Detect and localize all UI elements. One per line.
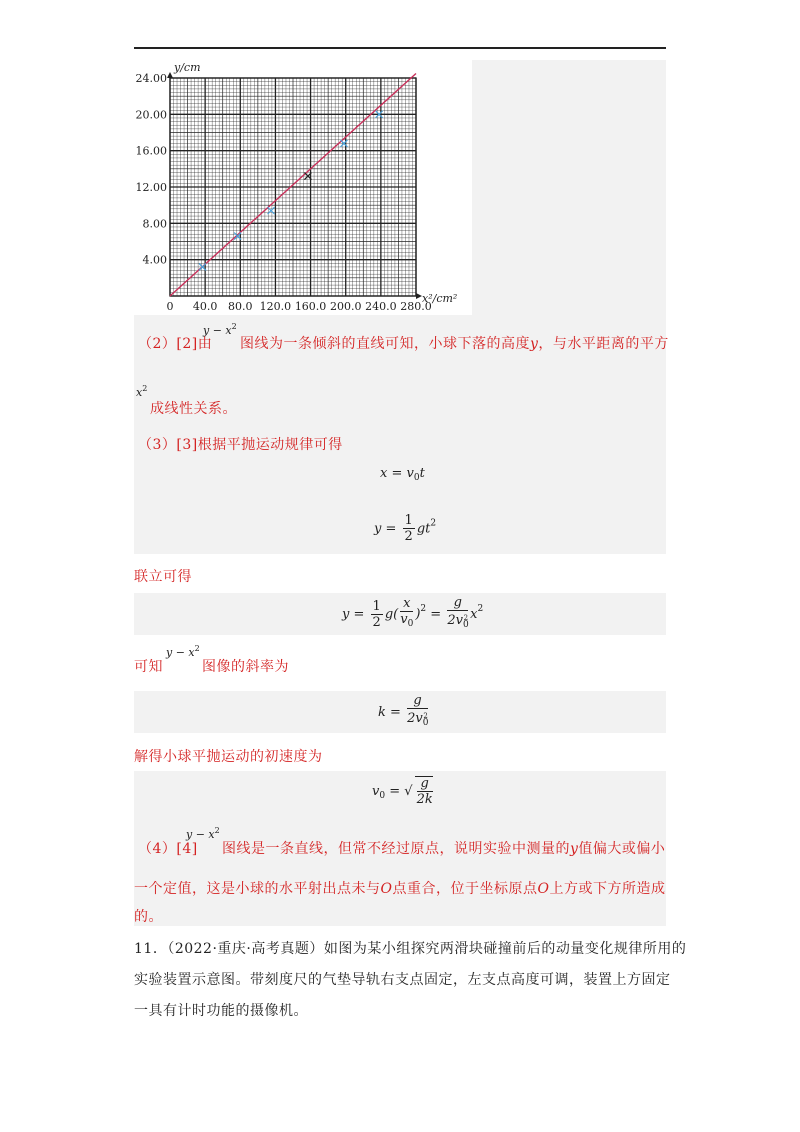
sol-p4-o2: O (537, 881, 550, 897)
eq-combined: y = $\frac{1}{2}$ g( $\frac{x}{v_0}$ )$^2$ = $\frac{g}{2v_0^2}$ $x^2$ (342, 595, 484, 630)
header-rule (134, 47, 666, 49)
sol-p4-line1 (222, 838, 665, 858)
sol-p2-line1b (240, 333, 669, 353)
x-tick-label: 240.0 (365, 300, 397, 313)
x-tick-label: 80.0 (228, 300, 253, 313)
eq-slope: k = $\frac{g}{2v_0^2}$ (378, 693, 429, 728)
y-axis-arrow (167, 72, 173, 78)
y-tick-label: 16.00 (135, 144, 167, 158)
x-tick-label: 280.0 (400, 300, 432, 313)
sol-p4-a: （4）[4] (138, 841, 198, 857)
y-vs-x-squared-chart (134, 60, 472, 315)
sol-p2-b: 图线为一条倾斜的直线可知，小球下落的高度 (240, 336, 530, 352)
y-tick-label: 4.00 (142, 253, 167, 267)
sol-p4-line2 (134, 878, 665, 898)
q11-line1: 11．（2022·重庆·高考真题）如图为某小组探究两滑块碰撞前后的动量变化规律所用的 (134, 941, 687, 957)
sol-p4-y: y (570, 841, 579, 857)
x-tick-label: 40.0 (192, 300, 218, 313)
sol-solve: 解得小球平抛运动的初速度为 (134, 749, 323, 765)
eq-x-v0t: $x = v_0t$ (380, 466, 425, 483)
y-tick-label: 8.00 (142, 217, 167, 231)
x-tick-label: 0 (166, 300, 174, 313)
sol-p4-o: O (380, 881, 393, 897)
sol-p2-x2: $x^2$ (136, 384, 148, 399)
sol-p2-d: 成线性关系。 (150, 401, 237, 417)
sol-p2-line2 (150, 398, 237, 418)
y-tick-label: 20.00 (135, 108, 167, 122)
x-tick-label: 200.0 (329, 300, 362, 313)
sol-p3: （3）[3]根据平抛运动规律可得 (138, 437, 343, 453)
sol-know-a: 可知 (134, 659, 163, 675)
q11-line3: 一具有计时功能的摄像机。 (134, 1003, 308, 1019)
sol-p4-b: 图线是一条直线，但常不经过原点，说明实验中测量的 (222, 841, 570, 857)
sol-know-b: 图像的斜率为 (202, 659, 289, 675)
chart-y-axis-label: y/cm (174, 61, 201, 74)
y-tick-label: 12.00 (135, 181, 167, 194)
sol-p2-c: ，与水平距离的平方 (538, 336, 669, 352)
sol-know-expr: $y - x^2$ (166, 644, 200, 659)
answer-shade-chart-right (472, 60, 666, 315)
sol-joint: 联立可得 (134, 569, 192, 585)
data-point (268, 207, 275, 214)
sol-p2-y: y (530, 336, 539, 352)
eq-y-half-gt2: y = $\frac{1}{2}$ $gt^2$ (374, 513, 437, 544)
sol-p4-f: 上方或下方所造成 (549, 881, 666, 897)
y-tick-label: 24.00 (135, 72, 167, 85)
sol-p4-c: 值偏大或偏小 (578, 841, 666, 857)
x-tick-label: 120.0 (259, 300, 292, 313)
sol-p2-line1 (138, 333, 212, 353)
sol-p4-expr: $y - x^2$ (186, 826, 220, 841)
sol-p4-e: 点重合，位于坐标原点 (392, 881, 538, 897)
sol-p2-expr: $y - x^2$ (203, 322, 237, 337)
q11-line2: 实验装置示意图。带刻度尺的气垫导轨右支点固定，左支点高度可调，装置上方固定 (134, 972, 671, 988)
sol-p2-a: （2）[2]由 (138, 336, 213, 352)
sol-p4-d: 一个定值，这是小球的水平射出点未与 (134, 881, 381, 897)
eq-v0: $v_0$ = √ $\frac{g}{2k}$ (372, 776, 433, 807)
x-tick-label: 160.0 (294, 300, 327, 313)
chart-x-axis-label: x²/cm² (422, 292, 458, 305)
sol-p4-line3: 的。 (134, 909, 163, 925)
